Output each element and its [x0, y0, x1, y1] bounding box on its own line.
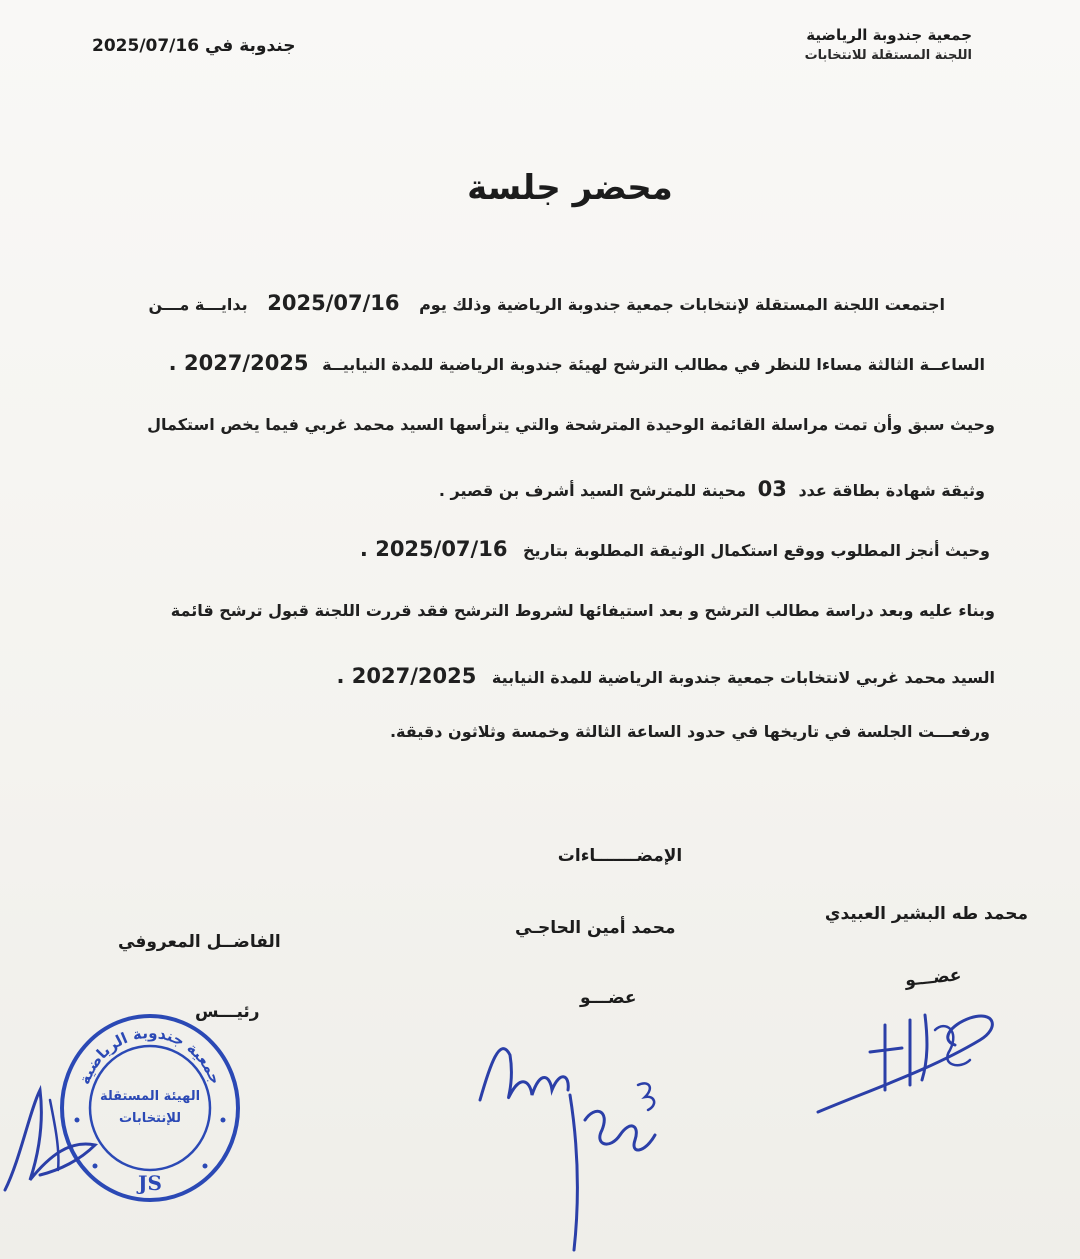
text-segment: الساعــة الثالثة مساءا للنظر في مطالب الترشح لهيئة جندوبة الرياضية للمدة النيابيــة — [322, 355, 985, 374]
member-1-signature — [810, 990, 1010, 1120]
signatures-heading: الإمضـــــــاءات — [557, 846, 683, 866]
text-segment: وحيث أنجز المطلوب ووقع استكمال الوثيقة المطلوبة بتاريخ — [523, 541, 990, 560]
member-1-role: عضـــو — [904, 965, 963, 991]
stamp-outer-text: جمعية جندوبة الرياضية — [75, 1023, 225, 1087]
president-name: الفاضــل المعروفي — [118, 932, 281, 952]
org-name: جمعية جندوبة الرياضية — [806, 26, 972, 44]
stamp-star — [221, 1118, 226, 1123]
member-2-name: محمد أمين الحاجـي — [515, 918, 676, 938]
president-signature — [0, 1070, 120, 1200]
member-1-name: محمد طه البشير العبيدي — [824, 904, 1028, 924]
paragraph-line-1 — [95, 291, 945, 315]
stamp-star — [203, 1164, 208, 1169]
text-segment: بدايـــة مـــن — [148, 295, 248, 314]
text-segment: السيد محمد غربي لانتخابات جمعية جندوبة الرياضية للمدة النيابية — [491, 668, 995, 687]
completion-date: 2025/07/16 . — [359, 537, 508, 561]
text-segment: محينة للمترشح السيد أشرف بن قصير . — [438, 481, 747, 500]
president-role: رئيـــس — [195, 1002, 260, 1022]
member-2-signature — [470, 1025, 670, 1255]
paragraph-line-8: ورفعـــت الجلسة في تاريخها في حدود الساعة الثالثة وخمسة وثلاثون دقيقة. — [389, 722, 990, 741]
stamp-inner-text-2: للإنتخابات — [118, 1111, 182, 1126]
text-segment: اجتمعت اللجنة المستقلة لإنتخابات جمعية جندوبة الرياضية وذلك يوم — [419, 295, 945, 314]
stamp-inner-text-1: الهيئة المستقلة — [99, 1089, 201, 1104]
document-title: محضر جلسة — [467, 168, 673, 208]
paragraph-line-4 — [420, 477, 985, 501]
paragraph-line-3: وحيث سبق وأن تمت مراسلة القائمة الوحيدة المترشحة والتي يترأسها السيد محمد غربي فيما يخص استكمال — [147, 415, 995, 434]
paragraph-line-2 — [120, 351, 985, 375]
place-date: جندوبة في 2025/07/16 — [92, 36, 296, 56]
term-period: 2027/2025 . — [336, 664, 477, 688]
meeting-date: 2025/07/16 — [267, 291, 400, 315]
stamp-initials: JS — [138, 1171, 162, 1195]
card-count: 03 — [757, 477, 787, 501]
paragraph-line-5 — [330, 537, 990, 561]
organization-header — [805, 26, 972, 63]
paragraph-line-7 — [285, 664, 995, 688]
term-period: 2027/2025 . — [168, 351, 309, 375]
paragraph-line-6: وبناء عليه وبعد دراسة مطالب الترشح و بعد استيفائها لشروط الترشح فقد قررت اللجنة قبول ترشح قائمة — [170, 601, 995, 620]
member-2-role: عضـــو — [580, 988, 637, 1008]
committee-name: اللجنة المستقلة للانتخابات — [804, 48, 972, 63]
text-segment: وثيقة شهادة بطاقة عدد — [798, 481, 985, 500]
